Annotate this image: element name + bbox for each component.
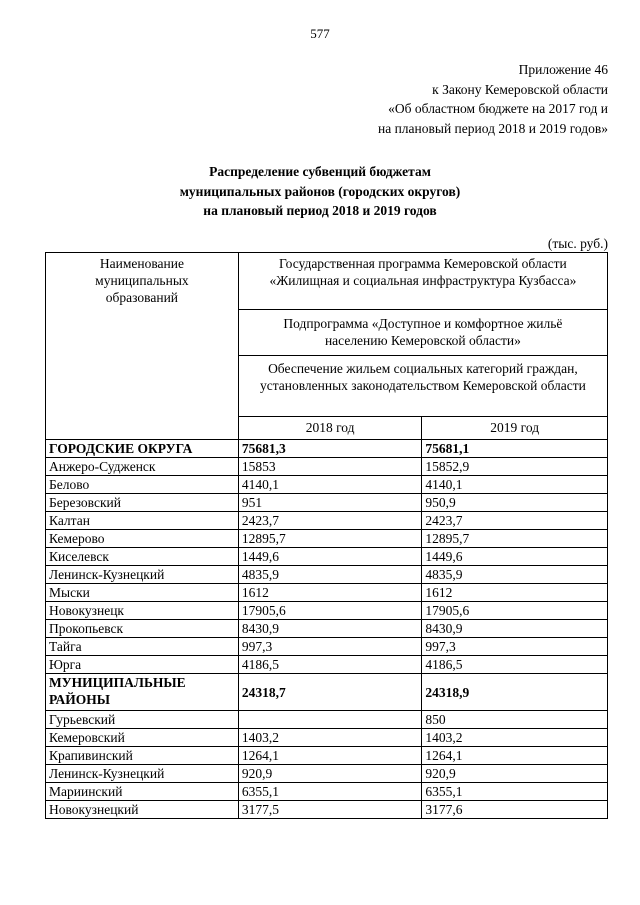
row-name: МУНИЦИПАЛЬНЫЕ РАЙОНЫ: [46, 674, 239, 711]
table-row: [46, 458, 608, 476]
table-row: [46, 584, 608, 602]
row-value-2019: 950,9: [422, 494, 608, 512]
title-line: на плановый период 2018 и 2019 годов: [203, 203, 437, 218]
row-value-2019: 997,3: [422, 638, 608, 656]
table-row: [46, 620, 608, 638]
row-name: Юрга: [46, 656, 239, 674]
row-name: Березовский: [46, 494, 239, 512]
row-value-2019: 1403,2: [422, 729, 608, 747]
row-name: ГОРОДСКИЕ ОКРУГА: [46, 440, 239, 458]
row-name: Киселевск: [46, 548, 239, 566]
row-value-2018: 1264,1: [238, 747, 422, 765]
appendix-line: Приложение 46: [518, 62, 608, 77]
row-value-2018: 1403,2: [238, 729, 422, 747]
row-value-2018: 1612: [238, 584, 422, 602]
table-row: [46, 656, 608, 674]
header-measure: Обеспечение жильем социальных категорий граждан, установленных законодательством Кемеровской области: [238, 356, 607, 417]
row-name: Анжеро-Судженск: [46, 458, 239, 476]
row-value-2019: 15852,9: [422, 458, 608, 476]
title-line: Распределение субвенций бюджетам: [209, 164, 431, 179]
subsidy-table: [45, 252, 608, 819]
row-value-2018: 997,3: [238, 638, 422, 656]
row-value-2019: 2423,7: [422, 512, 608, 530]
row-value-2018: 17905,6: [238, 602, 422, 620]
row-value-2018: 4835,9: [238, 566, 422, 584]
header-program: Государственная программа Кемеровской области «Жилищная и социальная инфраструктура Кузбасса»: [238, 253, 607, 310]
row-value-2018: 2423,7: [238, 512, 422, 530]
row-name: Новокузнецк: [46, 602, 239, 620]
row-value-2019: 1449,6: [422, 548, 608, 566]
row-value-2019: 1612: [422, 584, 608, 602]
row-name: Мариинский: [46, 783, 239, 801]
row-value-2019: 6355,1: [422, 783, 608, 801]
row-value-2018: 920,9: [238, 765, 422, 783]
table-row: [46, 638, 608, 656]
row-value-2018: 951: [238, 494, 422, 512]
row-name: Ленинск-Кузнецкий: [46, 765, 239, 783]
document-title: [0, 162, 640, 221]
table-row: [46, 711, 608, 729]
row-value-2019: 4186,5: [422, 656, 608, 674]
row-value-2018: 24318,7: [238, 674, 422, 711]
appendix-line: «Об областном бюджете на 2017 год и: [388, 101, 608, 116]
row-name: Прокопьевск: [46, 620, 239, 638]
row-name: Ленинск-Кузнецкий: [46, 566, 239, 584]
table-row: [46, 674, 608, 711]
table-row: [46, 566, 608, 584]
header-row: [46, 253, 608, 310]
title-line: муниципальных районов (городских округов): [179, 183, 461, 199]
row-value-2018: 6355,1: [238, 783, 422, 801]
table-body: [46, 253, 608, 819]
row-value-2019: 12895,7: [422, 530, 608, 548]
row-value-2018: 75681,3: [238, 440, 422, 458]
row-value-2019: 17905,6: [422, 602, 608, 620]
row-value-2018: 4186,5: [238, 656, 422, 674]
row-value-2018: 8430,9: [238, 620, 422, 638]
row-value-2019: 75681,1: [422, 440, 608, 458]
row-value-2019: 24318,9: [422, 674, 608, 711]
row-value-2018: 1449,6: [238, 548, 422, 566]
header-subprogram: Подпрограмма «Доступное и комфортное жильё населению Кемеровской области»: [238, 310, 607, 356]
units-label: (тыс. руб.): [547, 236, 608, 251]
table-row: [46, 783, 608, 801]
row-name: Калтан: [46, 512, 239, 530]
row-value-2019: 3177,6: [422, 801, 608, 819]
row-name: Кемеровский: [46, 729, 239, 747]
appendix-reference: [248, 60, 608, 138]
row-value-2019: 4835,9: [422, 566, 608, 584]
row-value-2019: 850: [422, 711, 608, 729]
row-value-2019: 1264,1: [422, 747, 608, 765]
row-value-2018: 4140,1: [238, 476, 422, 494]
table-row: [46, 494, 608, 512]
header-municipality: Наименование муниципальных образований: [46, 253, 239, 440]
header-year-2018: 2018 год: [238, 417, 422, 440]
table-row: [46, 440, 608, 458]
row-name: Новокузнецкий: [46, 801, 239, 819]
row-value-2019: 920,9: [422, 765, 608, 783]
row-value-2018: 12895,7: [238, 530, 422, 548]
row-value-2019: 4140,1: [422, 476, 608, 494]
table-row: [46, 476, 608, 494]
row-value-2019: 8430,9: [422, 620, 608, 638]
row-name: Тайга: [46, 638, 239, 656]
table-row: [46, 747, 608, 765]
row-name: Крапивинский: [46, 747, 239, 765]
row-name: Мыски: [46, 584, 239, 602]
table-row: [46, 765, 608, 783]
header-year-2019: 2019 год: [422, 417, 608, 440]
appendix-line: к Закону Кемеровской области: [432, 81, 608, 97]
table-row: [46, 548, 608, 566]
table-row: [46, 729, 608, 747]
table-row: [46, 530, 608, 548]
page-number: 577: [310, 26, 330, 41]
row-name: Кемерово: [46, 530, 239, 548]
row-name: Белово: [46, 476, 239, 494]
table-row: [46, 801, 608, 819]
row-value-2018: [238, 711, 422, 729]
appendix-line: на плановый период 2018 и 2019 годов»: [377, 120, 608, 136]
table-row: [46, 602, 608, 620]
table-row: [46, 512, 608, 530]
row-name: Гурьевский: [46, 711, 239, 729]
row-value-2018: 15853: [238, 458, 422, 476]
row-value-2018: 3177,5: [238, 801, 422, 819]
